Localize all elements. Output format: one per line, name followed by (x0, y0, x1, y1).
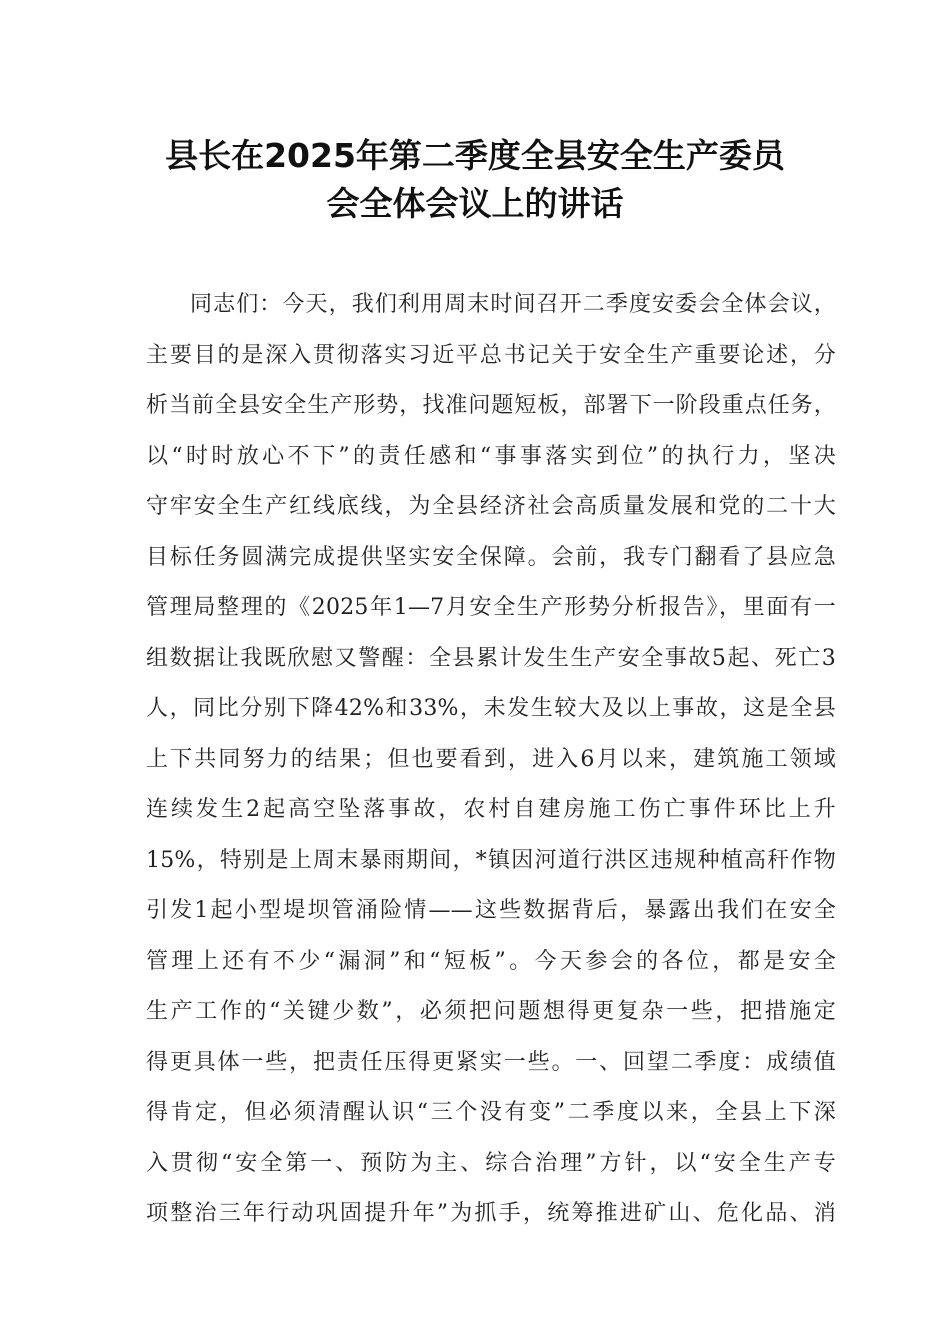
body-line-11: 连续发生2起高空坠落事故，农村自建房施工伤亡事件环比上升 (146, 797, 836, 822)
body-line-9: 人，同比分别下降42%和33%，未发生较大及以上事故，这是全县 (146, 696, 836, 721)
body-line-4: 以“时时放心不下”的责任感和“事事落实到位”的执行力，坚决 (146, 443, 836, 469)
body-line-19: 项整治三年行动巩固提升年”为抓手，统筹推进矿山、危化品、消 (146, 1201, 836, 1226)
document-title (120, 132, 830, 228)
document-body (146, 280, 836, 1240)
body-line-3: 析当前全县安全生产形势，找准问题短板，部署下一阶段重点任务， (146, 393, 836, 418)
body-line-14: 管理上还有不少“漏洞”和“短板”。今天参会的各位，都是安全 (146, 948, 836, 974)
body-line-1: 同志们：今天，我们利用周末时间召开二季度安委会全体会议， (190, 292, 836, 317)
body-line-16: 得更具体一些，把责任压得更紧实一些。一、回望二季度：成绩值 (146, 1049, 836, 1075)
body-line-15: 生产工作的“关键少数”，必须把问题想得更复杂一些，把措施定 (146, 999, 836, 1024)
body-line-8: 组数据让我既欣慰又警醒：全县累计发生生产安全事故5起、死亡3 (146, 645, 836, 671)
body-line-7: 管理局整理的《2025年1—7月安全生产形势分析报告》，里面有一 (146, 595, 836, 620)
body-line-10: 上下共同努力的结果；但也要看到，进入6月以来，建筑施工领域 (146, 746, 836, 772)
body-line-2: 主要目的是深入贯彻落实习近平总书记关于安全生产重要论述，分 (146, 342, 836, 368)
body-line-13: 引发1起小型堤坝管涌险情——这些数据背后，暴露出我们在安全 (146, 898, 836, 923)
body-line-18: 入贯彻“安全第一、预防为主、综合治理”方针，以“安全生产专 (146, 1150, 836, 1176)
title-line-1: 县长在2025年第二季度全县安全生产委员 (165, 136, 785, 175)
body-line-17: 得肯定，但必须清醒认识“三个没有变”二季度以来，全县上下深 (146, 1100, 836, 1125)
body-line-6: 目标任务圆满完成提供坚实安全保障。会前，我专门翻看了县应急 (146, 544, 836, 570)
body-line-12: 15%，特别是上周末暴雨期间，*镇因河道行洪区违规种植高秆作物 (146, 847, 836, 873)
title-line-2: 会全体会议上的讲话 (326, 184, 624, 223)
body-line-5: 守牢安全生产红线底线，为全县经济社会高质量发展和党的二十大 (146, 494, 836, 519)
